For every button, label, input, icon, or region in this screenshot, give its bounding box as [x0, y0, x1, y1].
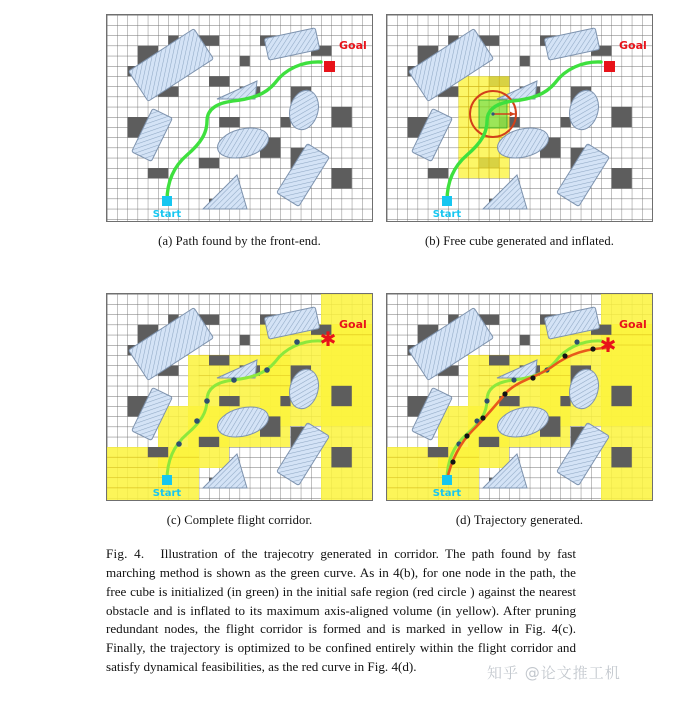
figure-caption-text: Illustration of the trajecotry generated in corridor. The path found by fast marching method is shown as the green curve. As in 4(b), for one node in the path, the free cube is initialized (in green) in the initial safe region (red circle ) against the nearest obstacle and is inflated to its maximum axis-aligned volume (in yellow). After pruning redundant nodes, the flight corridor is formed and is marked in yellow in Fig. 4(c). Finally, the trajectory is optimized to be confined entirely within the flight corridor and satisfy dynamical feasibilities, as the red curve in Fig. 4(d).: [106, 546, 576, 675]
panel-b-caption: (b) Free cube generated and inflated.: [424, 234, 614, 248]
panel-a-map: [107, 15, 372, 221]
goal-label: Goal: [339, 318, 367, 331]
panel-cell-b: [386, 14, 653, 249]
start-marker: [162, 196, 172, 206]
panel-d-map: [387, 294, 652, 500]
panel-a-figure: [106, 14, 373, 222]
start-label: Start: [152, 209, 182, 220]
panel-c-figure: [106, 293, 373, 501]
goal-square-marker: [604, 61, 615, 72]
panel-d-figure: [386, 293, 653, 501]
panel-grid: [106, 14, 647, 528]
panel-cell-c: [106, 293, 373, 528]
row-spacer: [106, 249, 574, 293]
goal-label: Goal: [339, 39, 367, 52]
panel-cell-d: [386, 293, 653, 528]
panel-b-figure: [386, 14, 653, 222]
panel-c-caption: (c) Complete flight corridor.: [166, 513, 313, 527]
panel-b-map: [387, 15, 652, 221]
panel-row-bottom: [106, 293, 647, 528]
panel-d-caption: (d) Trajectory generated.: [455, 513, 584, 527]
start-marker: [162, 475, 172, 485]
start-label: Start: [432, 488, 462, 499]
panel-c-map: [107, 294, 372, 500]
figure-label: Fig. 4.: [106, 546, 145, 561]
goal-square-marker: [324, 61, 335, 72]
goal-label: Goal: [619, 39, 647, 52]
start-marker: [442, 196, 452, 206]
panel-a-caption: (a) Path found by the front-end.: [158, 234, 321, 248]
goal-star-marker: ✱: [599, 333, 617, 357]
goal-label: Goal: [619, 318, 647, 331]
goal-star-marker: ✱: [319, 327, 337, 351]
figure-caption: [106, 545, 576, 677]
start-label: Start: [152, 488, 182, 499]
panel-row-top: [106, 14, 647, 249]
start-label: Start: [432, 209, 462, 220]
panel-cell-a: [106, 14, 373, 249]
zhihu-watermark: 知乎 @论文推工机: [487, 664, 621, 682]
start-marker: [442, 475, 452, 485]
node-center-dot: [491, 112, 494, 115]
